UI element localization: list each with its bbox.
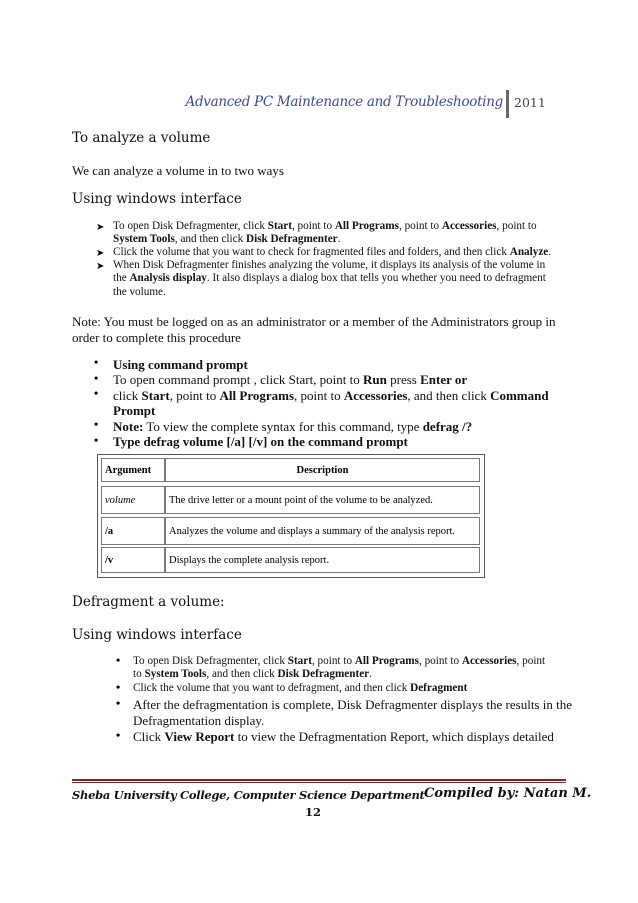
- footer-rule: [72, 779, 566, 781]
- subheading-windows-interface: Using windows interface: [72, 191, 242, 207]
- bullet-icon: •: [94, 433, 99, 447]
- bullet-icon: •: [94, 371, 99, 385]
- note-line: order to complete this procedure: [72, 330, 241, 345]
- table-header-description: Description: [165, 458, 480, 482]
- subheading-windows-interface-2: Using windows interface: [72, 627, 242, 643]
- defrag-item-line: After the defragmentation is complete, Disk Defragmenter displays the results in the: [133, 697, 572, 712]
- table-cell-arg: /v: [101, 547, 165, 573]
- arrow-item-line: To open Disk Defragmenter, click Start, point to All Programs, point to Accessories, point to: [113, 220, 537, 232]
- bullet-icon: •: [116, 680, 121, 694]
- command-item-continuation: Prompt: [113, 403, 156, 418]
- command-item: Type defrag volume [/a] [/v] on the command prompt: [113, 434, 408, 449]
- table-cell-desc: The drive letter or a mount point of the volume to be analyzed.: [165, 486, 480, 514]
- bullet-icon: •: [94, 355, 99, 369]
- command-item: Using command prompt: [113, 357, 248, 372]
- header-year: 2011: [514, 95, 546, 110]
- header-separator: [506, 90, 509, 118]
- table-cell-arg: /a: [101, 517, 165, 545]
- intro-text: We can analyze a volume in to two ways: [72, 163, 284, 178]
- defrag-item-line: Click View Report to view the Defragmentation Report, which displays detailed: [133, 729, 554, 744]
- header-title: Advanced PC Maintenance and Troubleshooting: [185, 94, 503, 110]
- footer-author: Compiled by: Natan M.: [424, 786, 592, 801]
- argument-table: [97, 454, 485, 578]
- arrow-bullet-icon: ➤: [96, 222, 105, 233]
- table-cell-desc: Analyzes the volume and displays a summary of the analysis report.: [165, 517, 480, 545]
- bullet-icon: •: [94, 386, 99, 400]
- command-item: click Start, point to All Programs, point to Accessories, and then click Command: [113, 388, 549, 403]
- command-item: To open command prompt , click Start, point to Run press Enter or: [113, 372, 468, 387]
- table-cell-arg: volume: [101, 486, 165, 514]
- table-header-argument: Argument: [101, 458, 165, 482]
- bullet-icon: •: [94, 417, 99, 431]
- defrag-item-line: To open Disk Defragmenter, click Start, point to All Programs, point to Accessories, point: [133, 655, 546, 667]
- arrow-item-line: the Analysis display. It also displays a dialog box that tells you whether you need to defragment: [113, 272, 546, 284]
- arrow-bullet-icon: ➤: [96, 261, 105, 272]
- arrow-item-line: Click the volume that you want to check for fragmented files and folders, and then click Analyze.: [113, 246, 552, 258]
- note-line: Note: You must be logged on as an administrator or a member of the Administrators group in: [72, 314, 556, 329]
- bullet-icon: •: [116, 696, 121, 710]
- section-heading-analyze: To analyze a volume: [72, 130, 211, 146]
- command-item: Note: To view the complete syntax for this command, type defrag /?: [113, 419, 473, 434]
- arrow-item-line: When Disk Defragmenter finishes analyzing the volume, it displays its analysis of the volume in: [113, 259, 546, 271]
- section-heading-defragment: Defragment a volume:: [72, 594, 225, 610]
- defrag-item-line: Click the volume that you want to defragment, and then click Defragment: [133, 682, 468, 694]
- page-number: 12: [305, 805, 322, 819]
- bullet-icon: •: [116, 728, 121, 742]
- table-cell-desc: Displays the complete analysis report.: [165, 547, 480, 573]
- bullet-icon: •: [116, 653, 121, 667]
- defrag-item-line: Defragmentation display.: [133, 713, 265, 728]
- footer-rule-thin: [72, 782, 566, 783]
- arrow-bullet-icon: ➤: [96, 248, 105, 259]
- defrag-item-line: to System Tools, and then click Disk Defragmenter.: [133, 668, 372, 680]
- footer-institution: Sheba University College, Computer Science Department: [72, 788, 425, 802]
- arrow-item-line: System Tools, and then click Disk Defragmenter.: [113, 233, 341, 245]
- arrow-item-line: the volume.: [113, 286, 166, 298]
